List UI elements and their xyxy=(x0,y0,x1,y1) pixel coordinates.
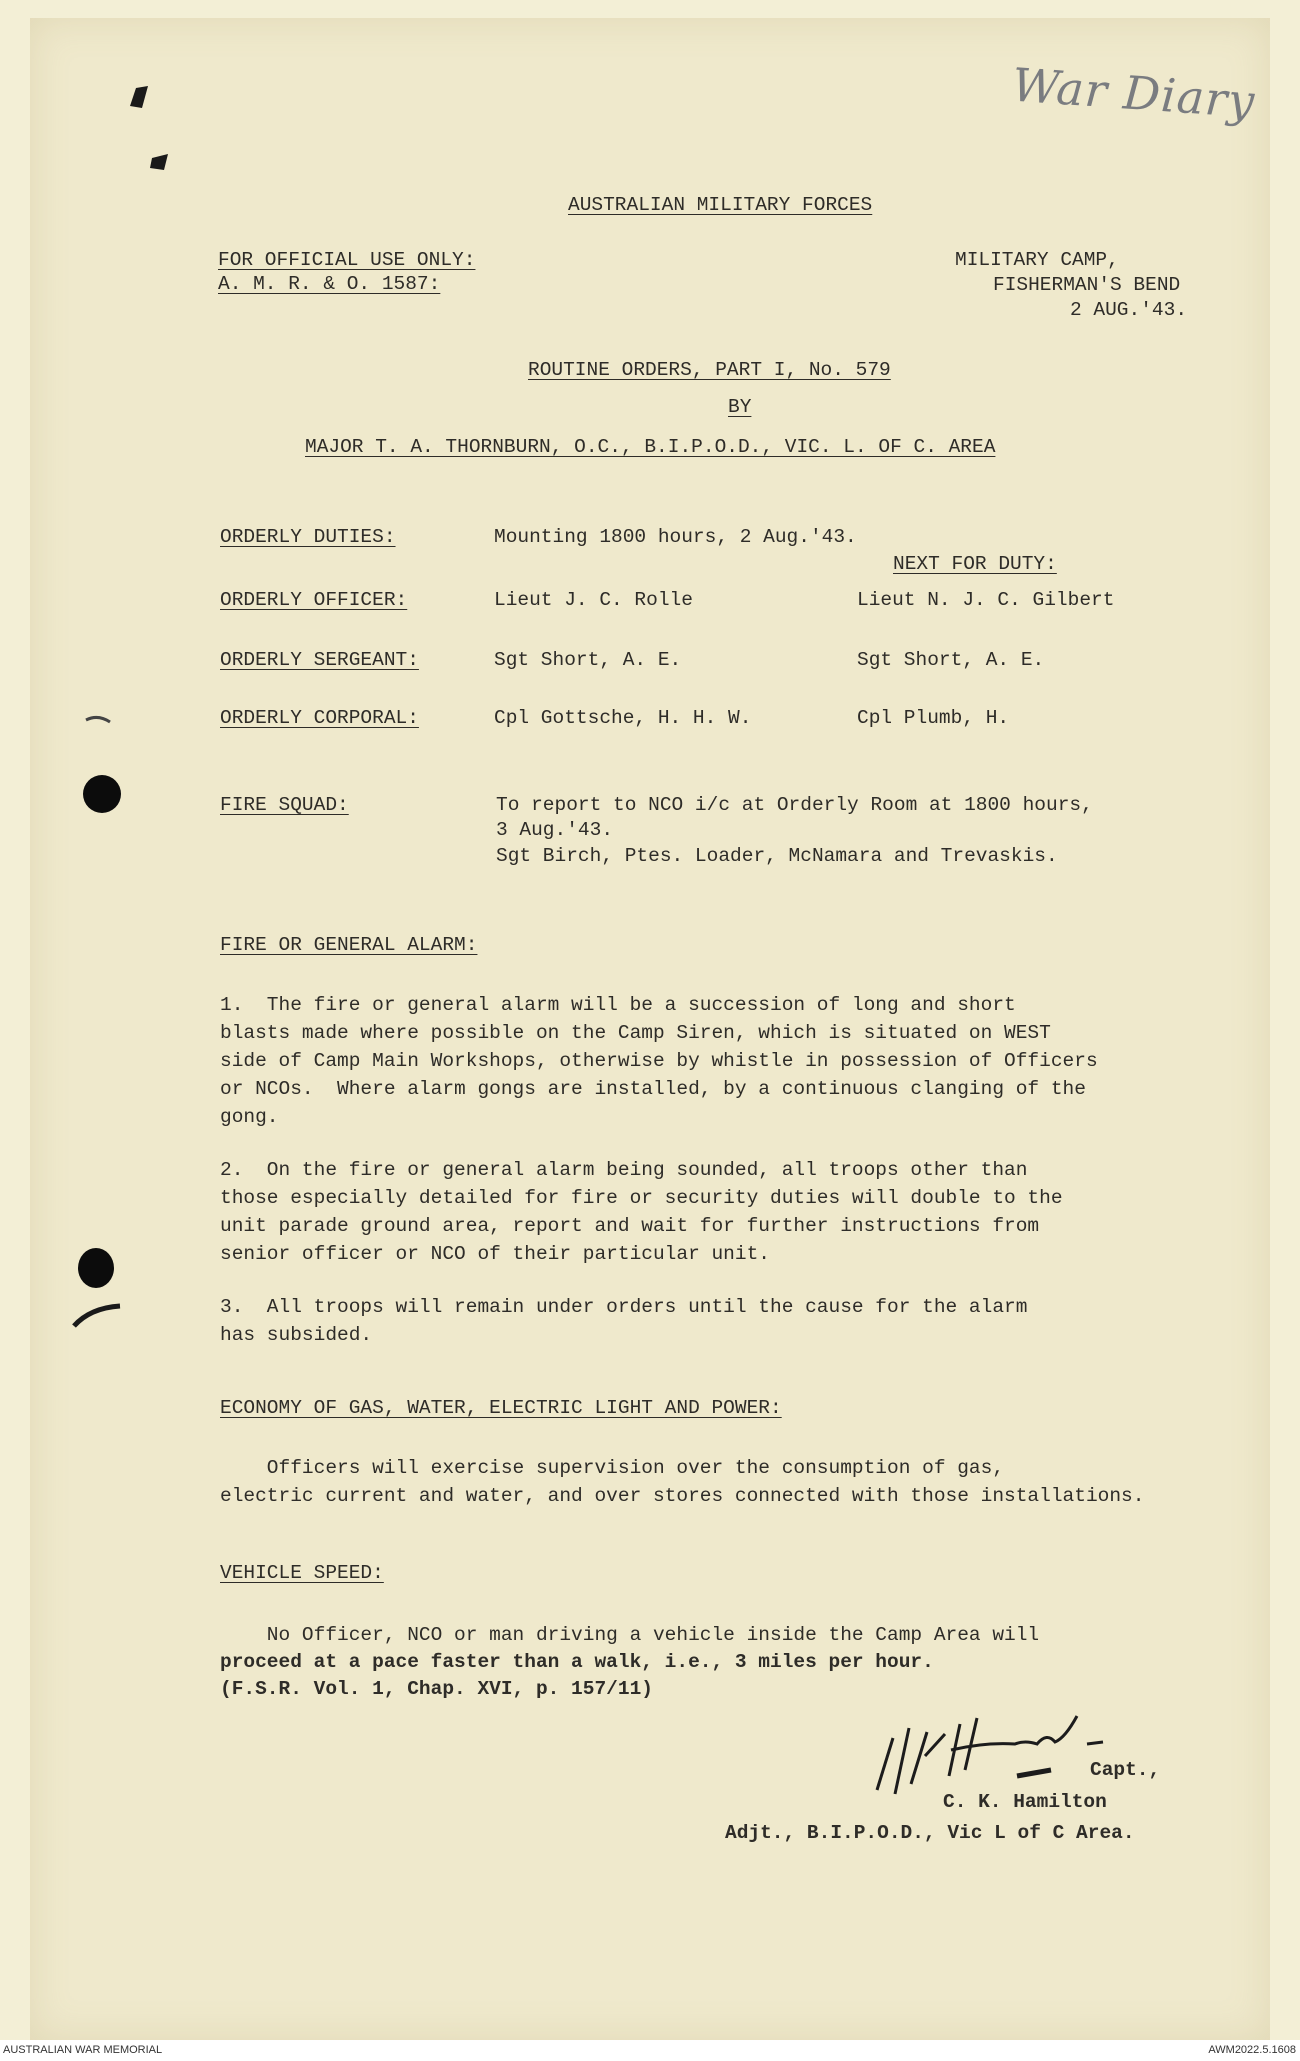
alarm-para-1-line-5: gong. xyxy=(220,1106,279,1128)
orderly-duties-value: Mounting 1800 hours, 2 Aug.'43. xyxy=(494,526,857,548)
orders-by: BY xyxy=(728,396,752,418)
handwritten-note: War Diary xyxy=(1010,57,1257,129)
archive-name: AUSTRALIAN WAR MEMORIAL xyxy=(3,2044,163,2056)
staple-mark-top xyxy=(90,78,180,188)
fire-squad-line-2: 3 Aug.'43. xyxy=(496,819,614,841)
vehicle-line-2: proceed at a pace faster than a walk, i.e., 3 miles per hour. xyxy=(220,1651,934,1673)
alarm-para-3-line-1: 3. All troops will remain under orders until the cause for the alarm xyxy=(220,1296,1028,1318)
orderly-corporal-label: ORDERLY CORPORAL: xyxy=(220,707,419,729)
vehicle-line-1: No Officer, NCO or man driving a vehicle inside the Camp Area will xyxy=(220,1624,1040,1646)
alarm-para-2-line-1: 2. On the fire or general alarm being sounded, all troops other than xyxy=(220,1159,1028,1181)
economy-heading: ECONOMY OF GAS, WATER, ELECTRIC LIGHT AND POWER: xyxy=(220,1397,782,1419)
alarm-para-3-line-2: has subsided. xyxy=(220,1324,373,1346)
signatory-rank: Capt., xyxy=(1090,1759,1161,1781)
document-date: 2 AUG.'43. xyxy=(1070,299,1188,321)
fire-squad-label: FIRE SQUAD: xyxy=(220,794,349,816)
punch-hole-top xyxy=(83,775,121,813)
punch-hole-bottom xyxy=(78,1248,114,1288)
orderly-duties-label: ORDERLY DUTIES: xyxy=(220,526,396,548)
signatory-name: C. K. Hamilton xyxy=(943,1791,1107,1813)
orderly-officer-current: Lieut J. C. Rolle xyxy=(494,589,693,611)
economy-line-2: electric current and water, and over stores connected with those installations. xyxy=(220,1485,1145,1507)
issuing-officer: MAJOR T. A. THORNBURN, O.C., B.I.P.O.D., VIC. L. OF C. AREA xyxy=(305,436,996,458)
alarm-para-2-line-4: senior officer or NCO of their particular unit. xyxy=(220,1243,770,1265)
orderly-corporal-current: Cpl Gottsche, H. H. W. xyxy=(494,707,752,729)
alarm-para-2-line-2: those especially detailed for fire or security duties will double to the xyxy=(220,1187,1063,1209)
orderly-officer-next: Lieut N. J. C. Gilbert xyxy=(857,589,1115,611)
next-for-duty-label: NEXT FOR DUTY: xyxy=(893,553,1057,575)
orders-title: ROUTINE ORDERS, PART I, No. 579 xyxy=(528,359,891,381)
economy-line-1: Officers will exercise supervision over the consumption of gas, xyxy=(220,1457,1005,1479)
alarm-para-1-line-3: side of Camp Main Workshops, otherwise by whistle in possession of Officers xyxy=(220,1050,1098,1072)
orderly-sergeant-current: Sgt Short, A. E. xyxy=(494,649,682,671)
vehicle-line-3: (F.S.R. Vol. 1, Chap. XVI, p. 157/11) xyxy=(220,1678,653,1700)
pin-mark-left-lower xyxy=(70,1298,130,1338)
archive-reference: AWM2022.5.1608 xyxy=(1208,2044,1296,2056)
fire-squad-line-1: To report to NCO i/c at Orderly Room at 1800 hours, xyxy=(496,794,1093,816)
document-page xyxy=(30,18,1270,2040)
orderly-corporal-next: Cpl Plumb, H. xyxy=(857,707,1010,729)
fire-alarm-heading: FIRE OR GENERAL ALARM: xyxy=(220,934,478,956)
alarm-para-1-line-2: blasts made where possible on the Camp Siren, which is situated on WEST xyxy=(220,1022,1051,1044)
orderly-officer-label: ORDERLY OFFICER: xyxy=(220,589,408,611)
signatory-appointment: Adjt., B.I.P.O.D., Vic L of C Area. xyxy=(725,1822,1135,1844)
pin-mark-left xyxy=(80,708,120,738)
orderly-sergeant-label: ORDERLY SERGEANT: xyxy=(220,649,419,671)
archive-footer xyxy=(0,2040,1300,2061)
regulation-reference: A. M. R. & O. 1587: xyxy=(218,273,441,295)
security-classification: FOR OFFICIAL USE ONLY: xyxy=(218,249,476,271)
alarm-para-1-line-4: or NCOs. Where alarm gongs are installed, by a continuous clanging of the xyxy=(220,1078,1086,1100)
fire-squad-line-3: Sgt Birch, Ptes. Loader, McNamara and Trevaskis. xyxy=(496,845,1058,867)
vehicle-speed-heading: VEHICLE SPEED: xyxy=(220,1562,384,1584)
document-heading: AUSTRALIAN MILITARY FORCES xyxy=(568,194,873,216)
camp-location: FISHERMAN'S BEND xyxy=(993,274,1181,296)
alarm-para-2-line-3: unit parade ground area, report and wait for further instructions from xyxy=(220,1215,1040,1237)
alarm-para-1-line-1: 1. The fire or general alarm will be a succession of long and short xyxy=(220,994,1016,1016)
camp-name: MILITARY CAMP, xyxy=(955,249,1119,271)
orderly-sergeant-next: Sgt Short, A. E. xyxy=(857,649,1045,671)
